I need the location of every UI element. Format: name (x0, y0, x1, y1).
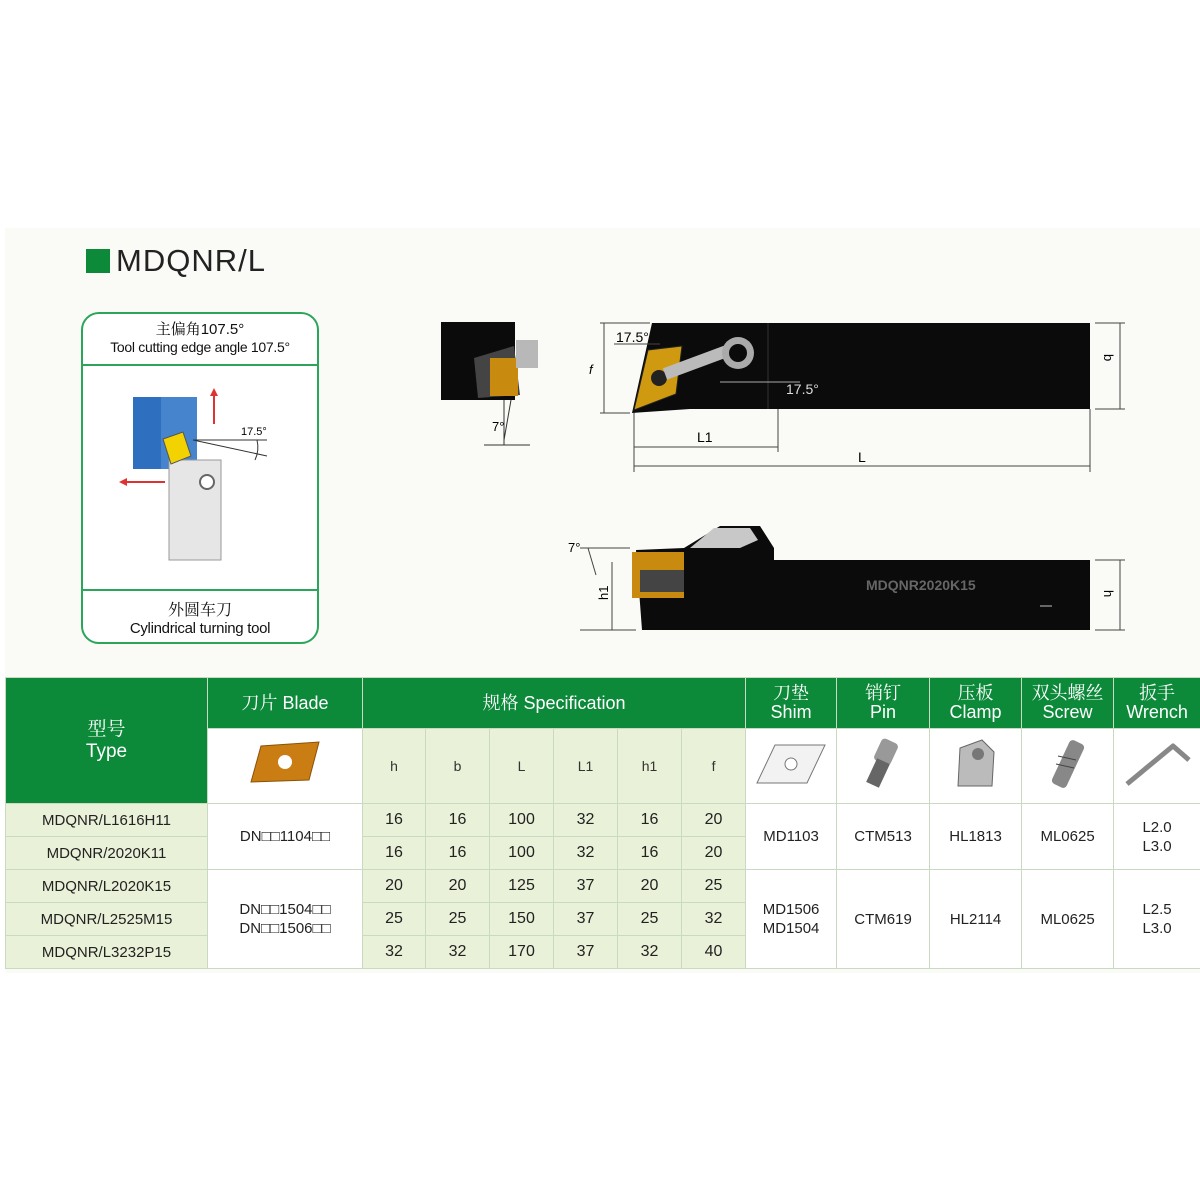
spec-cell: 25 (618, 903, 682, 936)
wrench-cell: L2.5 L3.0 (1114, 870, 1200, 969)
spec-cell: 32 (426, 936, 490, 969)
spec-col-L1: L1 (554, 729, 618, 804)
spec-cell: 37 (554, 936, 618, 969)
clearance-side-label: 7° (568, 540, 581, 555)
screw-cell: ML0625 (1022, 870, 1114, 969)
spec-cell: 125 (490, 870, 554, 903)
shim-image (746, 729, 837, 804)
spec-cell: 16 (363, 837, 426, 870)
f-label: f (589, 362, 593, 377)
clamp-image (930, 729, 1022, 804)
spec-cell: 20 (682, 837, 746, 870)
h-label: h (1101, 590, 1116, 598)
clamp-cell: HL2114 (930, 870, 1022, 969)
spec-cell: 25 (363, 903, 426, 936)
spec-cell: 16 (426, 837, 490, 870)
spec-cell: 16 (618, 837, 682, 870)
pin-icon (853, 736, 913, 792)
blade-image (208, 729, 363, 804)
shim-icon (753, 739, 829, 789)
angle-top-label: 17.5° (616, 329, 649, 345)
spec-cell: 32 (618, 936, 682, 969)
type-cell: MDQNR/L1616H11 (6, 804, 208, 837)
type-cell: MDQNR/L2525M15 (6, 903, 208, 936)
spec-cell: 37 (554, 903, 618, 936)
spec-cell: 20 (618, 870, 682, 903)
spec-col-h: h (363, 729, 426, 804)
h1-label: h1 (596, 585, 611, 600)
blade-cell: DN□□1104□□ (208, 804, 363, 870)
pin-header: 销钉 Pin (837, 678, 930, 729)
spec-cell: 25 (682, 870, 746, 903)
spec-cell: 20 (682, 804, 746, 837)
spec-cell: 40 (682, 936, 746, 969)
wrench-header: 扳手 Wrench (1114, 678, 1200, 729)
top-view-drawing (589, 323, 1125, 472)
angle-side-label: 17.5° (786, 381, 819, 397)
spec-cell: 25 (426, 903, 490, 936)
pin-image (837, 729, 930, 804)
type-cell: MDQNR/L2020K15 (6, 870, 208, 903)
screw-header: 双头螺丝 Screw (1022, 678, 1114, 729)
spec-col-b: b (426, 729, 490, 804)
spec-cell: 32 (554, 837, 618, 870)
angle-cn: 主偏角107.5° (155, 321, 245, 338)
tool-marking: MDQNR2020K15 (866, 577, 976, 593)
table-row (6, 870, 1200, 903)
l1-label: L1 (697, 429, 713, 445)
blade-header: 刀片 Blade (208, 678, 363, 729)
type-header (6, 678, 208, 804)
b-label: b (1101, 354, 1116, 362)
pin-cell: CTM619 (837, 870, 930, 969)
type-header-cn: 型号 (87, 718, 126, 740)
spec-cell: 32 (363, 936, 426, 969)
wrench-image (1114, 729, 1200, 804)
diagram-angle-label: 17.5° (241, 426, 267, 438)
spec-table (5, 677, 1200, 973)
type-header-en: Type (85, 740, 128, 762)
screw-cell: ML0625 (1022, 804, 1114, 870)
wrench-icon (1119, 736, 1195, 792)
screw-image (1022, 729, 1114, 804)
spec-col-L: L (490, 729, 554, 804)
blade-cell: DN□□1504□□ DN□□1506□□ (208, 870, 363, 969)
spec-col-h1: h1 (618, 729, 682, 804)
spec-cell: 32 (682, 903, 746, 936)
spec-cell: 16 (363, 804, 426, 837)
spec-cell: 170 (490, 936, 554, 969)
spec-cell: 150 (490, 903, 554, 936)
pin-cell: CTM513 (837, 804, 930, 870)
insert-icon (245, 736, 325, 792)
shim-cell: MD1103 (746, 804, 837, 870)
spec-cell: 37 (554, 870, 618, 903)
tool-type-cn: 外圆车刀 (167, 602, 232, 619)
spec-cell: 20 (426, 870, 490, 903)
clearance-front-label: 7° (492, 419, 505, 434)
spec-cell: 20 (363, 870, 426, 903)
spec-cell: 100 (490, 837, 554, 870)
tool-type-en: Cylindrical turning tool (129, 620, 271, 637)
title-text: MDQNR/L (116, 243, 266, 278)
shim-header: 刀垫 Shim (746, 678, 837, 729)
spec-col-f: f (682, 729, 746, 804)
type-cell: MDQNR/2020K11 (6, 837, 208, 870)
spec-cell: 100 (490, 804, 554, 837)
wrench-cell: L2.0 L3.0 (1114, 804, 1200, 870)
side-view-drawing (568, 526, 1125, 630)
table-row (6, 804, 1200, 837)
type-cell: MDQNR/L3232P15 (6, 936, 208, 969)
spec-header: 规格 Specification (363, 678, 746, 729)
clamp-cell: HL1813 (930, 804, 1022, 870)
spec-cell: 16 (426, 804, 490, 837)
screw-icon (1040, 736, 1096, 792)
shim-cell: MD1506 MD1504 (746, 870, 837, 969)
clamp-header: 压板 Clamp (930, 678, 1022, 729)
end-view-drawing (441, 322, 538, 445)
spec-cell: 32 (554, 804, 618, 837)
clamp-icon (948, 736, 1004, 792)
angle-en: Tool cutting edge angle 107.5° (110, 339, 290, 355)
l-label: L (858, 449, 866, 465)
spec-cell: 16 (618, 804, 682, 837)
